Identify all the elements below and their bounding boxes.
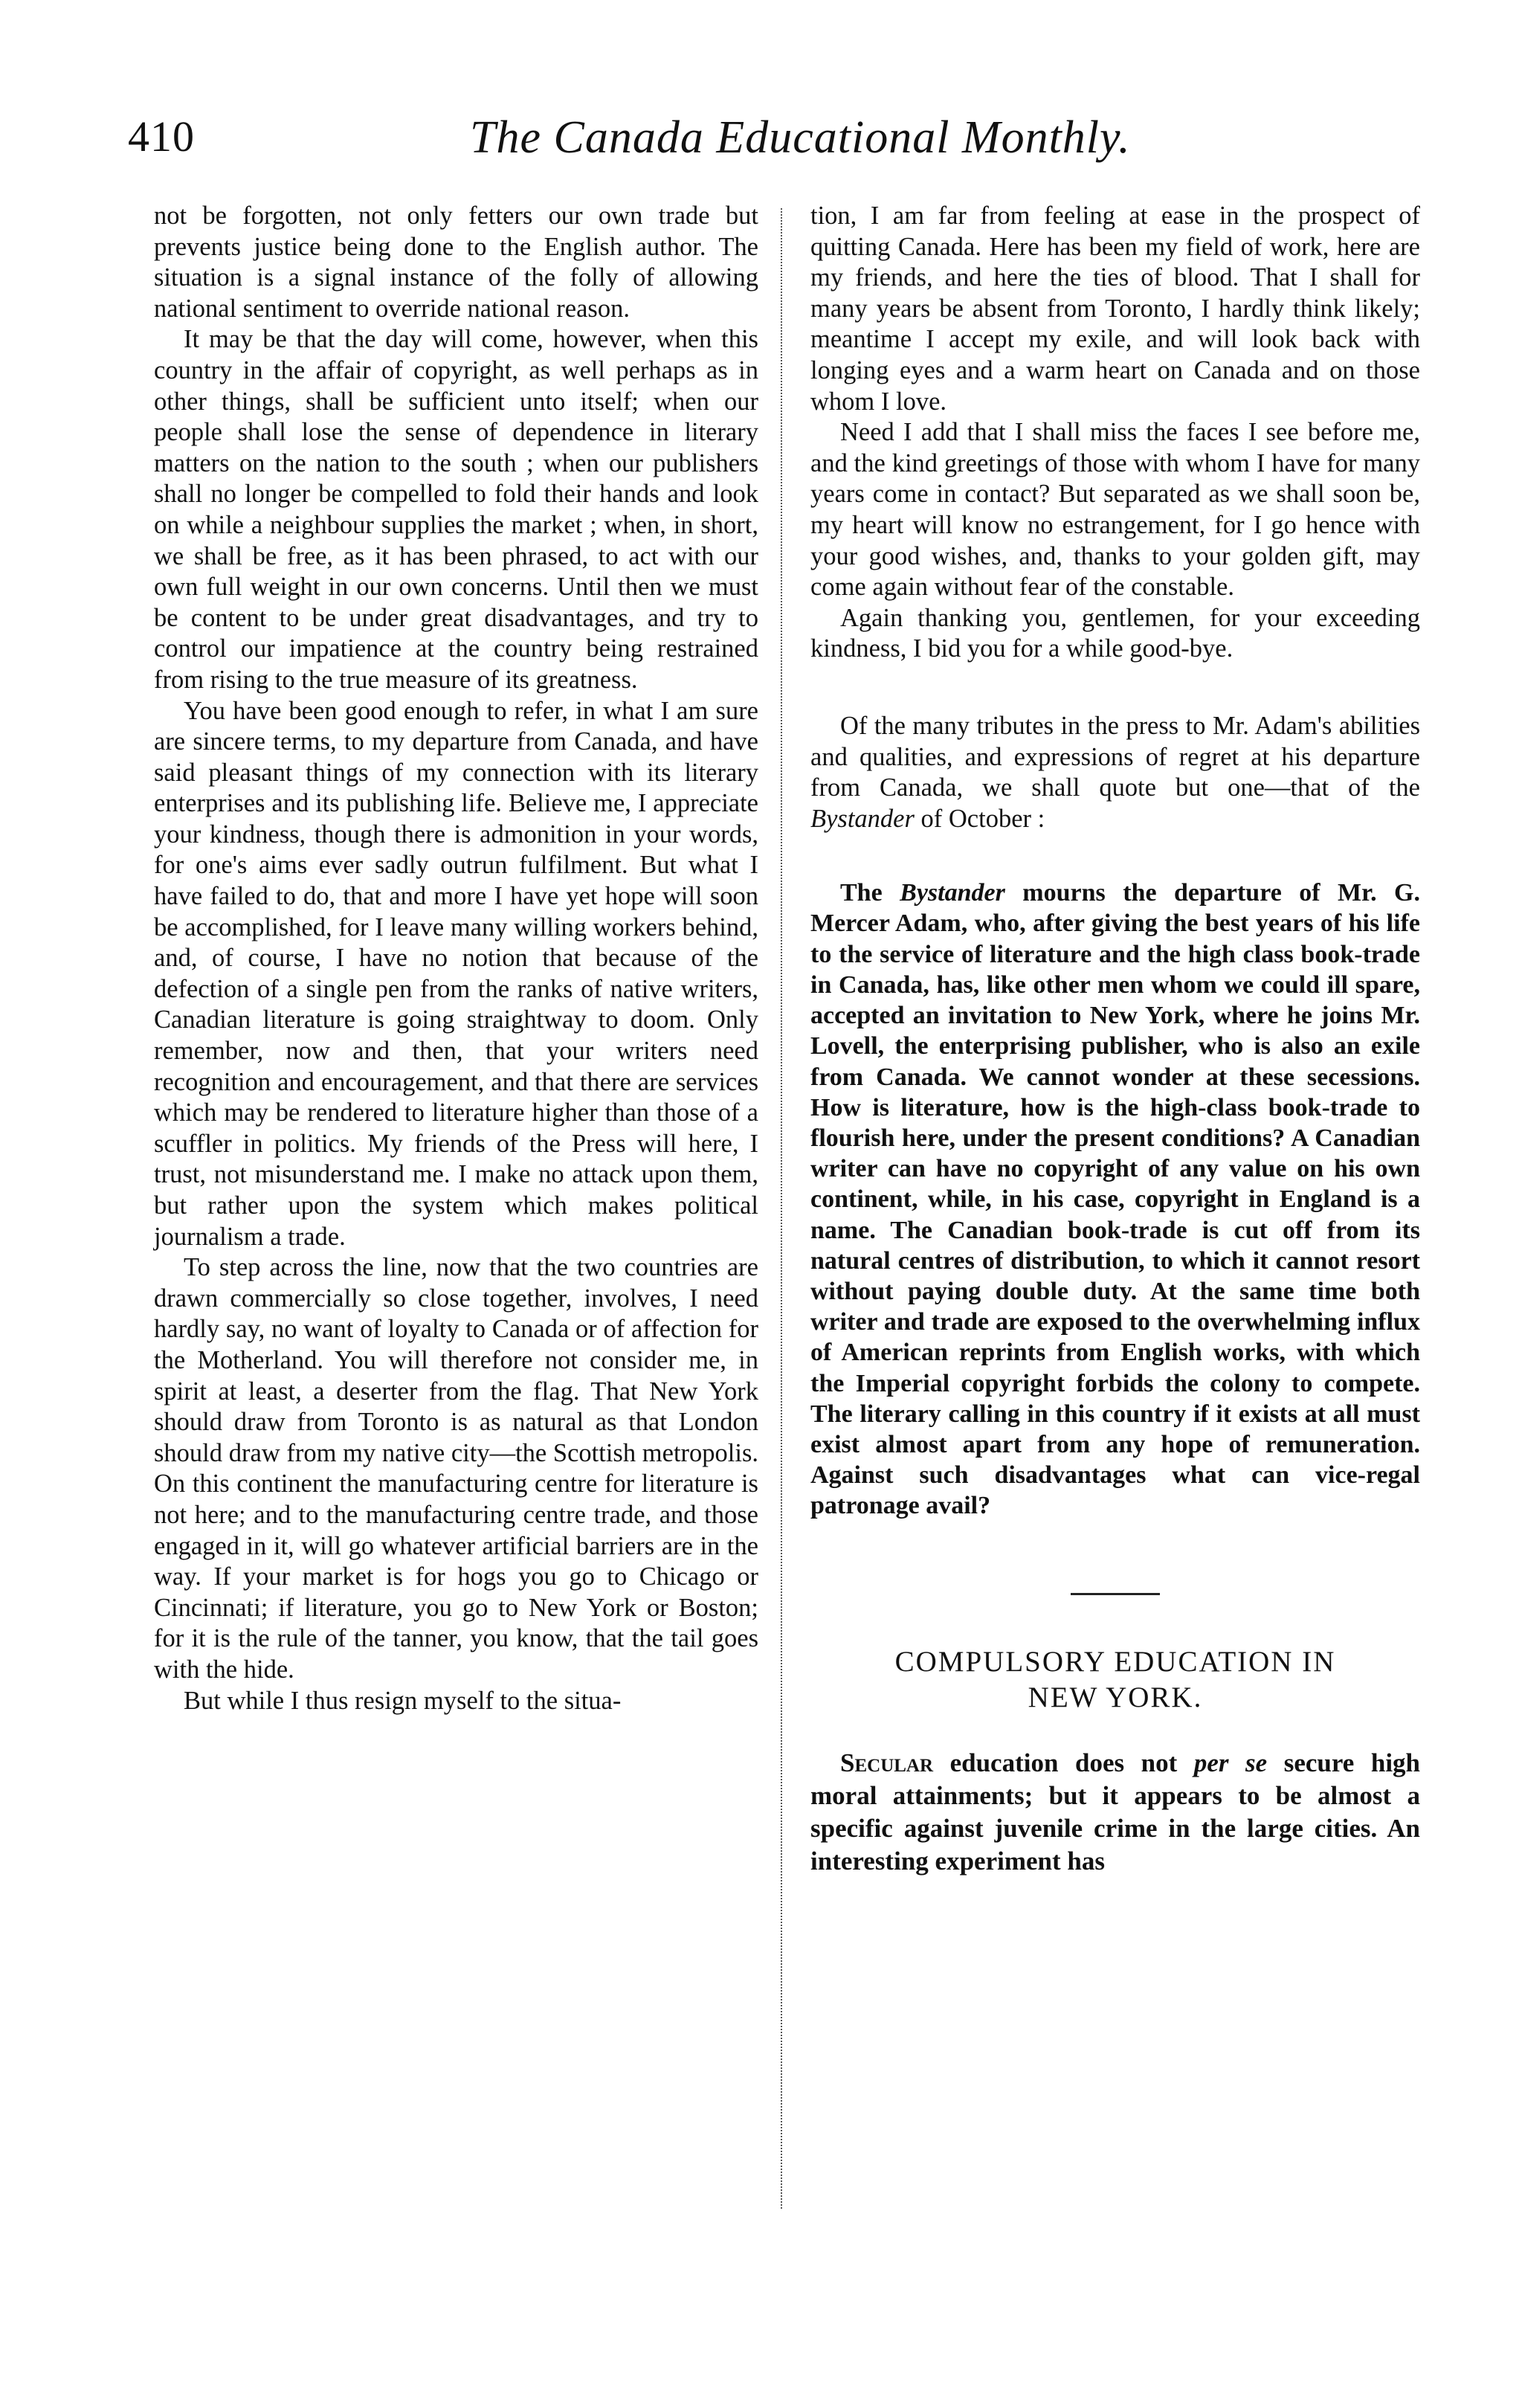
page-number: 410 <box>128 112 195 161</box>
section-heading-line: NEW YORK. <box>1028 1681 1203 1713</box>
paragraph: To step across the line, now that the two countries are drawn commercially so close together, involves, I need hardly say, no want of loyalty to Canada or of affection for the Motherland. You will therefore not consider me, in spirit at least, a deserter from the flag. That New York should draw from Toronto is as natural as that London should draw from my native city—the Scottish metropolis. On this continent the manufacturing centre for literature is not here; and to the manufacturing centre trade, and those engaged in it, will go whatever artificial barriers are in the way. If your market is for hogs you go to Chicago or Cincinnati; if literature, you go to New York or Boston; for it is the rule of the tanner, you know, that the tail goes with the hide. <box>154 1253 758 1684</box>
paragraph: not be forgotten, not only fetters our own trade but prevents justice being done to the English author. The situation is a signal instance of the folly of allowing national sentiment to override national reason. <box>154 202 758 323</box>
quote-text: mourns the departure of Mr. G. Mercer Adam, who, after giving the best years of his life to the service of literature and the high class book-trade in Canada, has, like other men whom we could ill spare, accepted an invitation to New York, where he joins Mr. Lovell, the enterprising publisher, who is also an exile from Canada. We cannot wonder at these secessions. How is literature, how is the high-class book-trade to flourish here, under the present conditions? A Canadian writer can have no copyright of any value on his own continent, while, in his case, copyright in England is a name. The Canadian book-trade is cut off from its natural centres of distribution, to which it cannot resort without paying double duty. At the same time both writer and trade are exposed to the overwhelming influx of American reprints from English works, with which the Imperial copyright forbids the colony to compete. The literary calling in this country if it exists at all must exist almost apart from any hope of remuneration. Against such disadvantages what can vice-regal patronage avail? <box>810 879 1420 1520</box>
page-header <box>128 112 1418 171</box>
bystander-quote <box>810 878 1420 1521</box>
section-first-word: Secular <box>840 1748 934 1777</box>
section-text: education does not <box>933 1748 1194 1777</box>
section-heading-line: COMPULSORY EDUCATION IN <box>894 1645 1336 1678</box>
paragraph: tion, I am far from feeling at ease in the prospect of quitting Canada. Here has been my field of work, here are my friends, and here the ties of blood. That I shall for many years be absent from Toronto, I hardly think likely; meantime I accept my exile, and will look back with longing eyes and a warm heart on Canada and on those whom I love. <box>810 202 1420 416</box>
paragraph: But while I thus resign myself to the situa- <box>184 1686 622 1715</box>
periodical-title: Bystander <box>900 879 1005 907</box>
spacer <box>810 665 1420 711</box>
paragraph: You have been good enough to refer, in what I am sure are sincere terms, to my departure from Canada, and have said pleasant things of my connection with its literary enterprises and its publishing life. Believe me, I appreciate your kindness, though there is admonition in your words, for one's aims ever sadly outrun fulfilment. But what I have failed to do, that and more I have yet hope will soon be accomplished, for I leave many willing workers behind, and, of course, I have no notion that because of the defection of a single pen from the ranks of native writers, Canadian literature is going straightway to doom. Only remember, now and then, that your writers need recognition and encouragement, and that there are services which may be rendered to literature higher than those of a scuffler in politics. My friends of the Press will here, I trust, not misunderstand me. I make no attack upon them, but rather upon the system which makes political journalism a trade. <box>154 696 758 1251</box>
quote-text: The <box>840 879 900 907</box>
column-divider <box>781 208 782 2209</box>
tributes-intro <box>810 711 1420 834</box>
latin-phrase: per se <box>1193 1748 1268 1777</box>
paragraph: It may be that the day will come, however, when this country in the affair of copyright, as well perhaps as in other things, shall be sufficient unto itself; when our people shall lose the sense of dependence in literary matters on the nation to the south ; when our publishers shall no longer be compelled to fold their hands and look on while a neighbour supplies the market ; when, in short, we shall be free, as it has been phrased, to act with our own full weight in our own concerns. Until then we must be content to be under great disadvantages, and try to control our impatience at the country being restrained from rising to the true measure of its greatness. <box>154 325 758 694</box>
intro-text: of October : <box>914 804 1045 833</box>
spacer <box>810 834 1420 878</box>
section-body <box>810 1747 1420 1878</box>
section-text: secure high moral attainments; but it appears to be almost a specific against juvenile crime in the large cities. An interesting experiment has <box>810 1748 1421 1876</box>
paragraph: Need I add that I shall miss the faces I see before me, and the kind greetings of those with whom I have for many years come in contact? But separated as we shall soon be, my heart will know no estrangement, for I go hence with your good wishes, and, thanks to your golden gift, may come again without fear of the constable. <box>810 418 1420 602</box>
section-rule <box>1071 1593 1160 1595</box>
right-column <box>810 201 1420 1878</box>
running-title: The Canada Educational Monthly. <box>470 112 1131 163</box>
section-heading <box>810 1644 1420 1716</box>
intro-text: Of the many tributes in the press to Mr. Adam's abilities and qualities, and expressions of regret at his departure from Canada, we shall quote but one—that of the <box>810 711 1420 802</box>
periodical-title: Bystander <box>810 804 915 833</box>
left-column <box>154 201 758 1716</box>
paragraph: Again thanking you, gentlemen, for your exceeding kindness, I bid you for a while good-bye. <box>810 603 1420 663</box>
